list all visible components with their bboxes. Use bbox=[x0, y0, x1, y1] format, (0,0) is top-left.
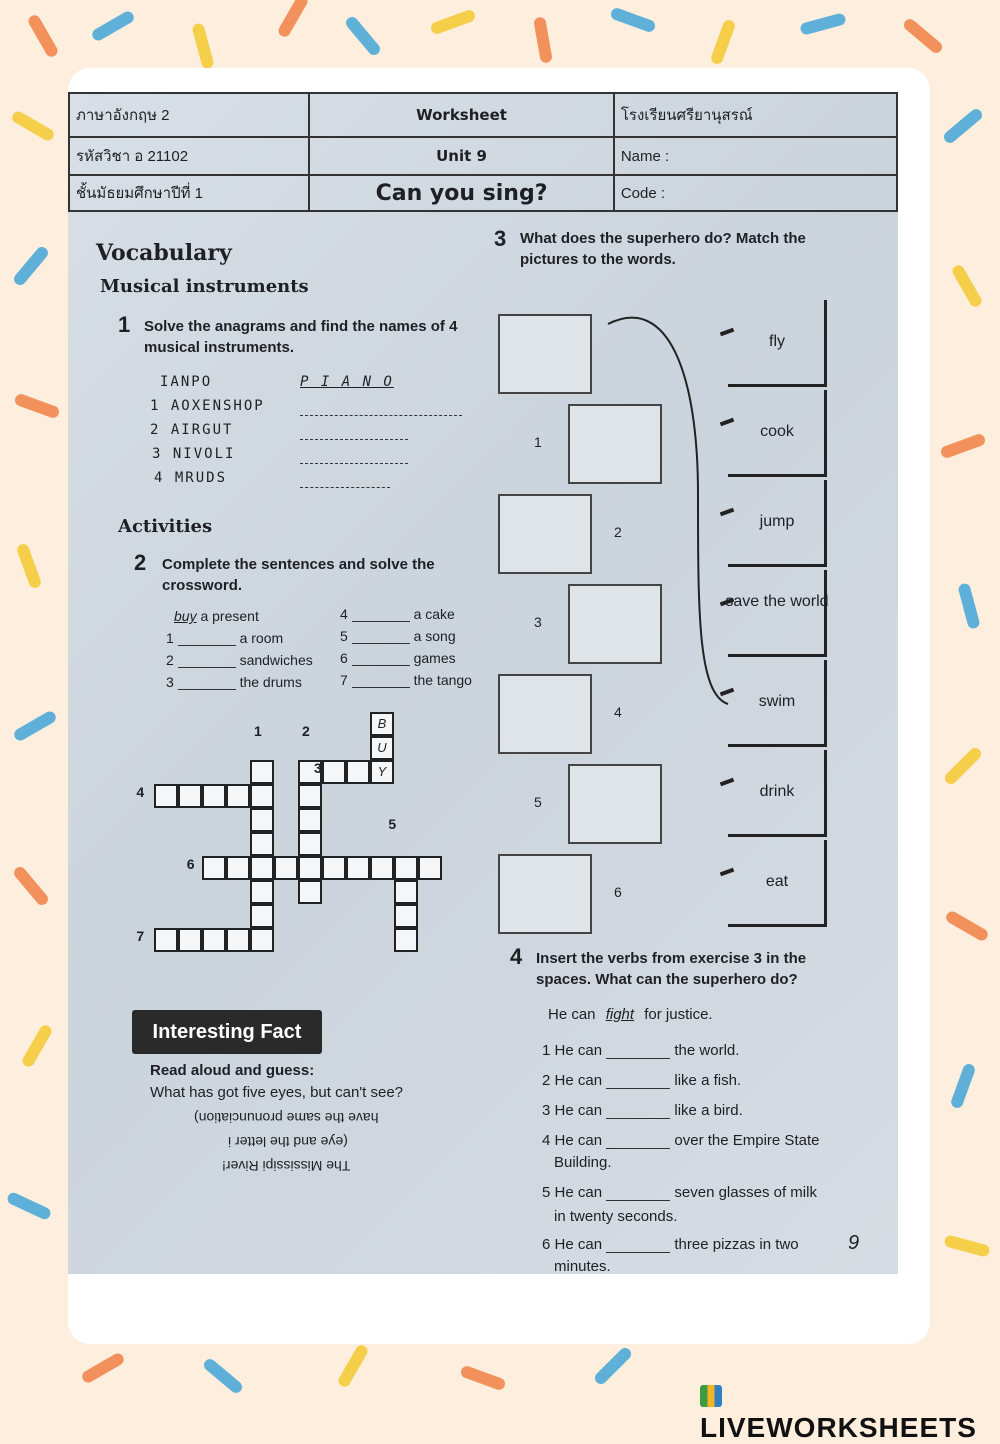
example-word: fight bbox=[605, 1006, 635, 1023]
fact-line-1: Read aloud and guess: bbox=[150, 1062, 315, 1079]
item-prefix: 1 He can bbox=[542, 1042, 603, 1059]
item-rest: the drums bbox=[239, 674, 302, 690]
crossword-cell[interactable] bbox=[394, 856, 418, 880]
fact-line-2: What has got five eyes, but can't see? bbox=[150, 1084, 404, 1101]
anagram-answer-blank[interactable] bbox=[300, 446, 408, 464]
anagram-answer: P I A N O bbox=[300, 374, 394, 390]
sentence-item bbox=[340, 650, 456, 666]
clue-number: 4 bbox=[136, 784, 145, 800]
item-number: 5 bbox=[340, 628, 348, 644]
item-rest: over the Empire State bbox=[674, 1132, 820, 1149]
crossword-cell[interactable] bbox=[298, 784, 322, 808]
match-word: jump bbox=[759, 513, 795, 530]
anagram-answer-blank[interactable] bbox=[300, 470, 390, 488]
clue-number: 6 bbox=[186, 856, 195, 872]
item-rest: a song bbox=[413, 628, 456, 644]
crossword-cell[interactable] bbox=[202, 856, 226, 880]
name-field[interactable]: Name : bbox=[614, 137, 897, 175]
item-rest: seven glasses of milk bbox=[674, 1184, 817, 1201]
interesting-fact-badge: Interesting Fact bbox=[132, 1010, 322, 1054]
item-number: 6 bbox=[340, 650, 348, 666]
anagram-answer-blank[interactable] bbox=[300, 398, 462, 416]
crossword-cell[interactable] bbox=[250, 808, 274, 832]
musical-instruments-subheading: Musical instruments bbox=[100, 276, 309, 297]
crossword-cell[interactable] bbox=[298, 808, 322, 832]
crossword-cell[interactable] bbox=[322, 760, 346, 784]
sentence-item bbox=[340, 672, 472, 688]
picture-number: 4 bbox=[614, 704, 622, 720]
crossword-cell[interactable] bbox=[226, 928, 250, 952]
answer-blank[interactable] bbox=[606, 1238, 670, 1253]
anagram-label: 3 NIVOLI bbox=[152, 446, 236, 462]
clue-number: 3 bbox=[314, 760, 322, 776]
anagram-label: 2 AIRGUT bbox=[150, 422, 234, 438]
item-rest: games bbox=[413, 650, 456, 666]
answer-blank[interactable] bbox=[178, 675, 236, 690]
worksheet-title: Worksheet bbox=[309, 93, 614, 137]
crossword-cell[interactable] bbox=[250, 904, 274, 928]
answer-blank[interactable] bbox=[606, 1134, 670, 1149]
clue-number: 2 bbox=[302, 722, 310, 739]
match-word: drink bbox=[759, 783, 795, 800]
answer-blank[interactable] bbox=[178, 653, 236, 668]
answer-blank[interactable] bbox=[352, 629, 410, 644]
crossword-cell[interactable]: B bbox=[370, 712, 394, 736]
example-sentence bbox=[548, 1006, 713, 1023]
crossword-cell[interactable] bbox=[250, 832, 274, 856]
crossword-cell[interactable]: Y bbox=[370, 760, 394, 784]
sentence-item bbox=[542, 1042, 739, 1059]
answer-blank[interactable] bbox=[352, 607, 410, 622]
exercise-1-number: 1 bbox=[118, 312, 131, 337]
example-rest: a present bbox=[200, 608, 259, 624]
match-word: cook bbox=[760, 423, 794, 440]
clue-number: 1 bbox=[254, 722, 262, 739]
picture-number: 1 bbox=[534, 434, 542, 450]
match-word: eat bbox=[765, 873, 789, 890]
crossword-cell[interactable] bbox=[298, 832, 322, 856]
item-rest: sandwiches bbox=[239, 652, 313, 668]
exercise-3-instruction: What does the superhero do? Match the pictures to the words. bbox=[520, 230, 806, 268]
continuation-text: Building. bbox=[554, 1154, 612, 1171]
item-rest: a room bbox=[239, 630, 284, 646]
continuation-text: minutes. bbox=[554, 1258, 611, 1274]
item-number: 2 bbox=[166, 652, 174, 668]
example-sentence bbox=[174, 608, 259, 624]
word-box[interactable] bbox=[728, 570, 827, 657]
picture-number: 3 bbox=[534, 614, 542, 630]
crossword-cell[interactable] bbox=[250, 928, 274, 952]
picture-number: 6 bbox=[614, 884, 622, 900]
item-rest: like a fish. bbox=[674, 1072, 742, 1089]
crossword-cell[interactable] bbox=[298, 880, 322, 904]
crossword-cell[interactable] bbox=[154, 928, 178, 952]
anagram-label: IANPO bbox=[160, 374, 213, 390]
item-rest: the tango bbox=[413, 672, 472, 688]
crossword-cell[interactable] bbox=[226, 784, 250, 808]
item-number: 3 bbox=[166, 674, 174, 690]
sentence-item bbox=[542, 1236, 799, 1253]
worksheet-paper bbox=[68, 92, 898, 1274]
crossword-cell[interactable] bbox=[418, 856, 442, 880]
superhero-picture[interactable] bbox=[498, 854, 592, 934]
item-number: 4 bbox=[340, 606, 348, 622]
crossword-cell[interactable]: U bbox=[370, 736, 394, 760]
example-rest: for justice. bbox=[644, 1006, 713, 1023]
crossword-cell[interactable] bbox=[298, 856, 322, 880]
subject-cell: ภาษาอังกฤษ 2 bbox=[69, 93, 309, 137]
example-prefix: He can bbox=[548, 1006, 596, 1023]
page-number: 9 bbox=[848, 1232, 860, 1254]
match-word: save the world bbox=[725, 593, 829, 610]
answer-blank[interactable] bbox=[352, 651, 410, 666]
fact-answer-3: have the same pronunciation) bbox=[194, 1110, 379, 1126]
vocabulary-heading: Vocabulary bbox=[96, 240, 232, 266]
picture-number: 2 bbox=[614, 524, 622, 540]
sentence-item bbox=[542, 1102, 743, 1119]
example-word: buy bbox=[174, 608, 197, 624]
sentence-item bbox=[542, 1184, 817, 1201]
crossword-cell[interactable] bbox=[202, 784, 226, 808]
header-table bbox=[68, 92, 898, 212]
clue-number: 5 bbox=[388, 816, 397, 833]
item-rest: like a bird. bbox=[674, 1102, 743, 1119]
matching-connector-line bbox=[588, 314, 738, 714]
item-number: 7 bbox=[340, 672, 348, 688]
answer-blank[interactable] bbox=[606, 1074, 670, 1089]
activities-heading: Activities bbox=[118, 516, 213, 537]
sentence-item bbox=[542, 1072, 741, 1089]
picture-number: 5 bbox=[534, 794, 542, 810]
crossword-cell[interactable] bbox=[250, 784, 274, 808]
sentence-item bbox=[542, 1132, 819, 1149]
fact-answer-1: The Mississipi River! bbox=[222, 1158, 351, 1174]
item-rest: the world. bbox=[674, 1042, 740, 1059]
course-code-cell: รหัสวิชา อ 21102 bbox=[69, 137, 309, 175]
crossword-cell[interactable] bbox=[202, 928, 226, 952]
exercise-2-number: 2 bbox=[134, 550, 147, 575]
anagram-label: 4 MRUDS bbox=[154, 470, 228, 486]
exercise-3-number: 3 bbox=[494, 226, 507, 251]
exercise-2-instruction: Complete the sentences and solve the crossword. bbox=[162, 556, 435, 594]
crossword-cell[interactable] bbox=[226, 856, 250, 880]
liveworksheets-logo bbox=[700, 1380, 1000, 1444]
anagram-answer-blank[interactable] bbox=[300, 422, 408, 440]
sentence-item bbox=[166, 674, 302, 690]
crossword-cell[interactable] bbox=[394, 880, 418, 904]
sentence-item bbox=[340, 606, 455, 622]
answer-blank[interactable] bbox=[352, 673, 410, 688]
item-prefix: 5 He can bbox=[542, 1184, 603, 1201]
fact-answer-2: (eye and the letter i bbox=[228, 1134, 348, 1150]
crossword-cell[interactable] bbox=[178, 784, 202, 808]
logo-icon bbox=[700, 1385, 722, 1407]
grade-cell: ชั้นมัธยมศึกษาปีที่ 1 bbox=[69, 175, 309, 211]
crossword-cell[interactable] bbox=[154, 784, 178, 808]
item-prefix: 6 He can bbox=[542, 1236, 603, 1253]
crossword-cell[interactable] bbox=[394, 928, 418, 952]
item-rest: three pizzas in two bbox=[674, 1236, 799, 1253]
exercise-4-instruction: Insert the verbs from exercise 3 in the spaces. What can the superhero do? bbox=[536, 950, 807, 988]
crossword-cell[interactable] bbox=[274, 856, 298, 880]
code-field[interactable]: Code : bbox=[614, 175, 897, 211]
superhero-picture[interactable] bbox=[568, 764, 662, 844]
clue-number: 7 bbox=[136, 928, 145, 944]
crossword-cell[interactable] bbox=[346, 856, 370, 880]
match-word: swim bbox=[758, 693, 796, 710]
exercise-4-number: 4 bbox=[510, 944, 523, 969]
item-number: 1 bbox=[166, 630, 174, 646]
crossword-cell[interactable] bbox=[250, 856, 274, 880]
answer-blank[interactable] bbox=[178, 631, 236, 646]
logo-text: LIVEWORKSHEETS bbox=[700, 1412, 977, 1443]
unit-label: Unit 9 bbox=[309, 137, 614, 175]
school-name: โรงเรียนศรียานุสรณ์ bbox=[614, 93, 897, 137]
superhero-picture[interactable] bbox=[498, 494, 592, 574]
superhero-picture[interactable] bbox=[498, 674, 592, 754]
superhero-picture[interactable] bbox=[498, 314, 592, 394]
continuation-text: in twenty seconds. bbox=[554, 1208, 678, 1225]
crossword-cell[interactable] bbox=[178, 928, 202, 952]
crossword-cell[interactable] bbox=[394, 904, 418, 928]
item-prefix: 4 He can bbox=[542, 1132, 603, 1149]
unit-title: Can you sing? bbox=[309, 175, 614, 211]
crossword-cell[interactable] bbox=[250, 760, 274, 784]
answer-blank[interactable] bbox=[606, 1186, 670, 1201]
crossword-cell[interactable] bbox=[322, 856, 346, 880]
sentence-item bbox=[166, 652, 313, 668]
item-prefix: 3 He can bbox=[542, 1102, 603, 1119]
exercise-1-instruction: Solve the anagrams and find the names of 4 musical instruments. bbox=[144, 318, 458, 356]
anagram-label: 1 AOXENSHOP bbox=[150, 398, 265, 414]
crossword-cell[interactable] bbox=[370, 856, 394, 880]
match-word: fly bbox=[769, 333, 785, 350]
answer-blank[interactable] bbox=[606, 1104, 670, 1119]
item-prefix: 2 He can bbox=[542, 1072, 603, 1089]
crossword-cell[interactable] bbox=[346, 760, 370, 784]
item-rest: a cake bbox=[413, 606, 455, 622]
answer-blank[interactable] bbox=[606, 1044, 670, 1059]
crossword-cell[interactable] bbox=[250, 880, 274, 904]
sentence-item bbox=[340, 628, 456, 644]
sentence-item bbox=[166, 630, 283, 646]
